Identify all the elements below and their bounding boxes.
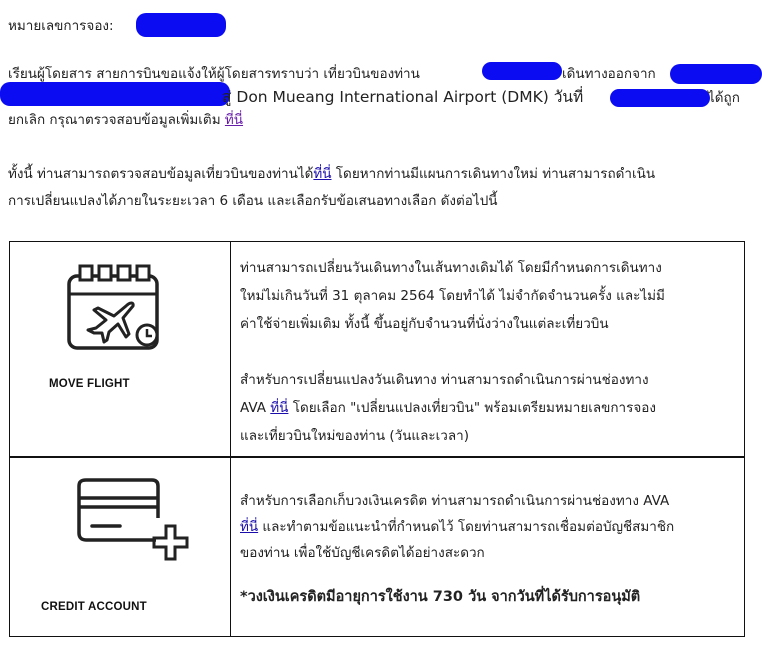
credit-text-2b: และทำตามข้อแนะนำที่กำหนดไว้ โดยท่านสามารถเชื่อมต่อบัญชีสมาชิก	[258, 519, 675, 535]
move-flight-text-5	[240, 394, 740, 422]
info-here-link[interactable]: ที่นี่	[313, 166, 332, 182]
notice-cancelled: ได้ถูก	[708, 90, 740, 106]
notice-check-text: ยกเลิก กรุณาตรวจสอบข้อมูลเพิ่มเติม	[8, 112, 221, 128]
booking-number-label: หมายเลขการจอง:	[8, 18, 114, 34]
credit-text-3: ของท่าน เพื่อใช้บัญชีเครดิตได้อย่างสะดวก	[240, 545, 485, 561]
redacted-origin	[670, 64, 762, 84]
ava-label: AVA	[240, 400, 271, 416]
move-flight-caption: MOVE FLIGHT	[49, 378, 130, 390]
credit-validity-note: *วงเงินเครดิตมีอายุการใช้งาน 730 วัน จากวันที่ได้รับการอนุมัติ	[240, 589, 641, 605]
move-flight-text-2: ใหม่ไม่เกินวันที่ 31 ตุลาคม 2564 โดยทำได้ ไม่จำกัดจำนวนครั้ง และไม่มี	[240, 288, 665, 304]
calendar-airplane-icon	[66, 262, 166, 352]
info-text: ทั้งนี้ ท่านสามารถตรวจสอบข้อมูลเที่ยวบินของท่านได้	[8, 166, 314, 182]
notice-departs-from: เดินทางออกจาก	[562, 66, 656, 82]
redacted-booking-number	[136, 13, 226, 37]
notice-destination: สู่ Don Mueang International Airport (DMK) วันที่	[222, 88, 584, 106]
move-flight-text-4: สำหรับการเปลี่ยนแปลงวันเดินทาง ท่านสามารถดำเนินการผ่านช่องทาง	[240, 372, 649, 388]
info-line-1	[8, 164, 655, 184]
move-flight-description	[240, 254, 740, 450]
move-flight-text-6: และเที่ยวบินใหม่ของท่าน (วันและเวลา)	[240, 428, 469, 444]
move-flight-text-5b: โดยเลือก "เปลี่ยนแปลงเที่ยวบิน" พร้อมเตรียมหมายเลขการจอง	[288, 400, 656, 416]
move-flight-text-1: ท่านสามารถเปลี่ยนวันเดินทางในเส้นทางเดิมได้ โดยมีกำหนดการเดินทาง	[240, 260, 662, 276]
redacted-flight-number	[482, 62, 562, 80]
table-column-divider	[230, 241, 231, 637]
credit-account-caption: CREDIT ACCOUNT	[41, 601, 147, 613]
redacted-origin-airport	[0, 82, 230, 106]
credit-text-1: สำหรับการเลือกเก็บวงเงินเครดิต ท่านสามารถดำเนินการผ่านช่องทาง AVA	[240, 493, 670, 509]
notice-line-1	[8, 64, 420, 84]
credit-card-add-icon	[76, 478, 191, 563]
redacted-date	[610, 89, 710, 107]
move-flight-text-3: ค่าใช้จ่ายเพิ่มเติม ทั้งนี้ ขึ้นอยู่กับจำนวนที่นั่งว่างในแต่ละเที่ยวบิน	[240, 316, 609, 332]
info-text-cont: โดยหากท่านมีแผนการเดินทางใหม่ ท่านสามารถดำเนิน	[331, 166, 656, 182]
credit-text-2	[240, 514, 740, 540]
move-flight-here-link[interactable]: ที่นี่	[270, 400, 289, 416]
notice-text: เรียนผู้โดยสาร สายการบินขอแจ้งให้ผู้โดยสารทราบว่า เที่ยวบินของท่าน	[8, 66, 420, 82]
credit-account-description	[240, 488, 740, 610]
table-row-divider	[9, 456, 745, 458]
notice-here-link[interactable]: ที่นี่	[224, 112, 244, 128]
info-line-2: การเปลี่ยนแปลงได้ภายในระยะเวลา 6 เดือน และเลือกรับข้อเสนอทางเลือก ดังต่อไปนี้	[8, 193, 498, 209]
credit-here-link[interactable]: ที่นี่	[240, 519, 259, 535]
notice-line-3	[8, 110, 243, 130]
